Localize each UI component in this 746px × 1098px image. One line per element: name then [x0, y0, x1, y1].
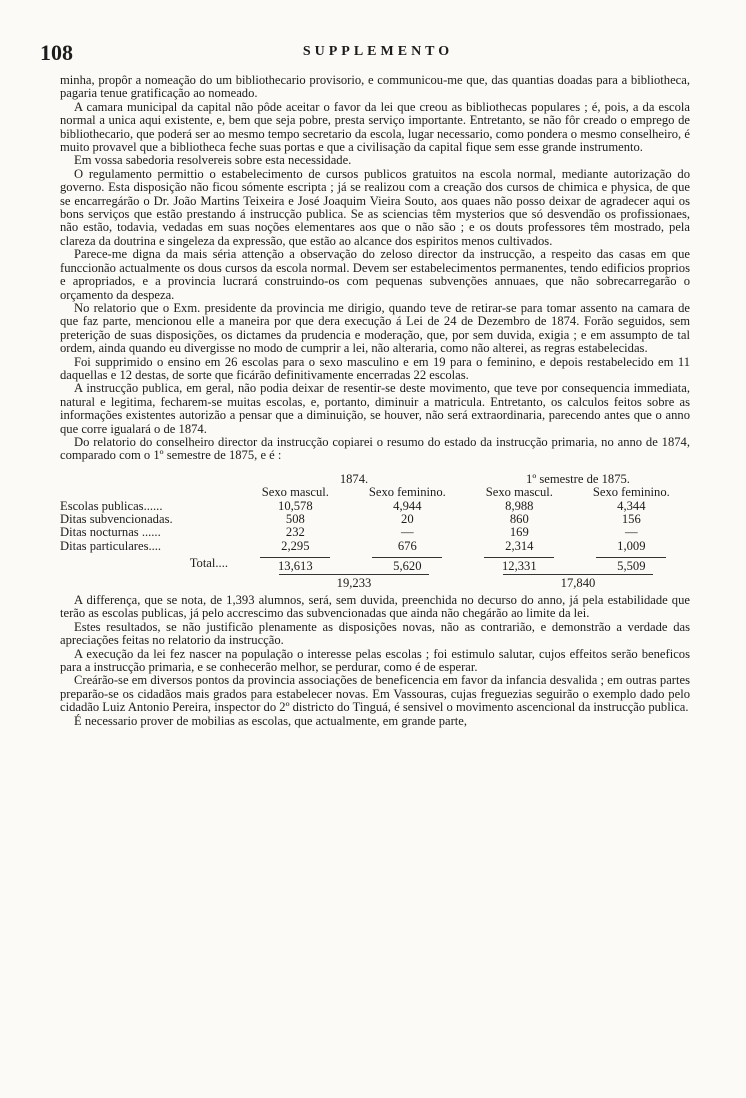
body-text: [60, 74, 690, 728]
paragraph: O regulamento permittio o estabelecimento de cursos publicos gratuitos na escola normal, mediante autorização do governo. Esta disposição não ficou sómente escripta ; já se realizou com a creação dos cursos de chimica e physica, de que se encarregárão o Dr. João Martins Teixeira e José Joaquim Vieira Souto, aos quaes não posso deixar de agradecer aqui os bons serviços que estão prestando á instrucção publica. Se as sciencias têm mysterios que só desvendão os profissionaes, não estão, todavia, vedadas em suas noções elementares aos que o não são ; e os douts professores têm mostrado, pela clareza da doutrina e singeleza da expressão, que estão ao alcance dos espiritos menos cultivados.: [60, 166, 690, 248]
row-label: Escolas publicas......: [60, 498, 163, 513]
paragraph: No relatorio que o Exm. presidente da provincia me dirigio, quando teve de retirar-se para tomar assento na camara de que faz parte, mencionou elle a maneira por que dera execução á Lei de 24 de Dezembro de 1874. Forão seguidos, sem preterição de suas disposições, os dictames da prudencia e moderação, que, por sem duvida, exigia ; e em assumpto de tal ordem, ainda quando eu divergisse no modo de cumprir a lei, não alteraria, como não alterei, as regras estabelecidas.: [60, 300, 690, 356]
row-label: Ditas subvencionadas.: [60, 512, 173, 526]
paragraph: Estes resultados, se não justificão plenamente as disposições novas, não as contrarião, e demonstrão a verdade das apreciações feitas no relatorio da instrucção.: [60, 619, 690, 648]
col-masc-1875: Sexo mascul.: [485, 485, 553, 500]
cell-f1874: 676: [397, 538, 417, 553]
cell-m1875: 860: [509, 512, 529, 526]
table-sex-row: [60, 486, 690, 499]
grand-total-1874: 19,233: [279, 574, 429, 590]
paragraph: Do relatorio do conselheiro director da instrucção copiarei o resumo do estado da instrucção primaria, no anno de 1874, comparado com o 1º semestre de 1875, e é :: [60, 434, 690, 463]
paragraph: É necessario prover de mobilias as escolas, que actualmente, em grande parte,: [74, 713, 468, 728]
year-1874-header: 1874.: [339, 471, 369, 486]
table-row: [60, 526, 690, 539]
cell-f1875: 4,344: [617, 498, 646, 513]
row-label: Ditas nocturnas ......: [60, 525, 161, 540]
paragraph: A camara municipal da capital não pôde aceitar o favor da lei que creou as bibliothecas populares ; é, pois, a da escola normal a unica aqui existente, e, bem que seja pobre, presta serviço importante. Entretanto, se não fôr creado o emprego de bibliothecario, que poderá ser ao mesmo tempo secretario da escola, lugar necessario, como pondera o mesmo conselheiro, é muito provavel que a bibliotheca feche suas portas e que a civilisação da capital fique sem esse grande instrumento.: [60, 99, 690, 155]
total-f1874: 5,620: [372, 557, 442, 573]
page-number: 108: [40, 40, 73, 65]
cell-f1875: 156: [621, 512, 641, 526]
col-masc-1874: Sexo mascul.: [261, 485, 329, 500]
table-row: [60, 500, 690, 513]
paragraph: A execução da lei fez nascer na população o interesse pelas escolas ; foi estimulo salutar, cujos effeitos serão beneficos para a instrucção primaria, e se conhecerão melhor, se perdurar, como é de esperar.: [60, 646, 690, 675]
paragraph: Foi supprimido o ensino em 26 escolas para o sexo masculino e em 19 para o feminino, e depois restabelecido em 11 daquellas e 12 destas, de sorte que ficárão definitivamente encerradas 22 escolas.: [60, 354, 690, 382]
row-label: Ditas particulares....: [60, 538, 162, 553]
col-fem-1875: Sexo feminino.: [592, 485, 670, 500]
paragraph: A differença, que se nota, de 1,393 alumnos, será, sem duvida, preenchida no decurso do anno, já pela estabilidade que terão as escolas publicas, já pelo accrescimo das subvencionadas que ainda não chegárão ao limite da lei.: [60, 593, 690, 621]
col-fem-1874: Sexo feminino.: [368, 485, 446, 500]
total-label: Total....: [189, 555, 228, 570]
cell-f1875: 1,009: [617, 538, 646, 553]
grand-total-1875: 17,840: [503, 574, 653, 590]
cell-m1875: 8,988: [505, 498, 534, 513]
paragraph: Creárão-se em diversos pontos da provincia associações de beneficencia em favor da infancia desvalida ; em outras partes preparão-se os cidadãos mais grados para estabelecer novas. Em Vassouras, cujas freguezias seguirão o exemplo dado pelo cidadão Luiz Antonio Pereira, inspector do 2º districto do Tinguá, é sensivel o movimento ascencional da instrucção publica.: [60, 673, 690, 715]
table-grand-total-row: [60, 574, 690, 590]
table-row: [60, 513, 690, 526]
cell-f1874: —: [401, 525, 414, 540]
total-m1875: 12,331: [484, 557, 554, 573]
page-header: [40, 40, 716, 66]
table-row: [60, 540, 690, 553]
cell-m1875: 169: [509, 525, 529, 540]
cell-m1875: 2,314: [505, 538, 534, 553]
total-m1874: 13,613: [260, 557, 330, 573]
cell-m1874: 10,578: [278, 498, 313, 513]
year-1875-header: 1º semestre de 1875.: [526, 471, 630, 486]
cell-f1874: 4,944: [393, 498, 422, 513]
cell-f1875: —: [625, 525, 638, 540]
paragraph: Parece-me digna da mais séria attenção a observação do zeloso director da instrucção, a respeito das casas em que funccionão actualmente os dous cursos da escola normal. Devem ser estabelecimentos permanentes, tendo edificios proprios e apropriados, e a provincia lucrará construindo-os com pequenas subvenções annuaes, que não sobrecarregarão o orçamento da despeza.: [60, 247, 690, 302]
cell-m1874: 2,295: [281, 538, 310, 553]
paragraph: minha, propôr a nomeação do um bibliothecario provisorio, e communicou-me que, das quantias doadas para a bibliotheca, pagaria tenue gratificação ao nomeado.: [60, 73, 690, 101]
table-year-row: [60, 473, 690, 486]
cell-m1874: 508: [285, 512, 305, 526]
cell-f1874: 20: [401, 512, 414, 526]
paragraph: Em vossa sabedoria resolvereis sobre esta necessidade.: [74, 153, 352, 168]
total-f1875: 5,509: [596, 557, 666, 573]
statistics-table: [60, 473, 690, 590]
running-title: SUPPLEMENTO: [302, 44, 454, 59]
paragraph: A instrucção publica, em geral, não podia deixar de resentir-se deste movimento, que teve por consequencia immediata, natural e legitima, fecharem-se muitas escolas, e, portanto, diminuir a matricula. Entretanto, os calculos feitos sobre as informações existentes autorizão a pensar que a diminuição, se houver, não será extraordinaria, parecendo antes que o anno que corre igualará o de 1874.: [60, 381, 690, 436]
cell-m1874: 232: [285, 525, 305, 540]
table-total-row: [60, 553, 690, 573]
